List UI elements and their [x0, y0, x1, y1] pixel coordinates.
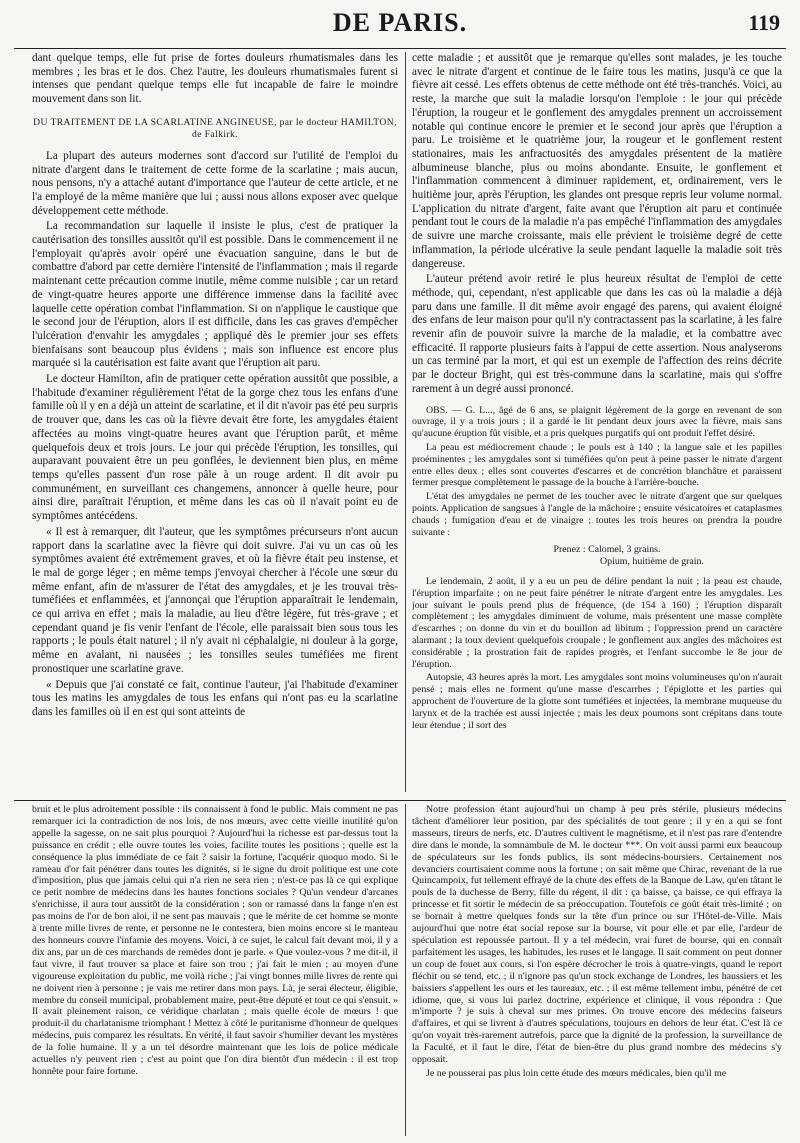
page-number: 119: [748, 10, 780, 35]
left-column: [32, 52, 398, 794]
body-paragraph: « Depuis que j'ai constaté ce fait, continue l'auteur, j'ai l'habitude d'examiner tous les matins les amygdales de tous les enfans qui n'ont pas eu la scarlatine dans les familles où il en est qui sont atteints de: [32, 678, 398, 718]
case-paragraph: OBS. — G. L..., âgé de 6 ans, se plaignit légèrement de la gorge en revenant de son ouvrage, il y a trois jours ; il a gardé le lit pendant deux jours avec la fièvre, mais sans qu'aucune éruption fût visible, et a pris quelques purgatifs qui ont produit l'effet désiré.: [412, 404, 782, 440]
body-paragraph: « Il est à remarquer, dit l'auteur, que les symptômes précurseurs n'ont aucun rapport dans la scarlatine avec la fièvre qui doit suivre. J'ai vu un cas où les symptômes avaient été extrêmement graves, et où la fièvre était peu instense, et le mal de gorge léger ; en même temps j'envoyai chercher à l'école une sœur du même enfant, afin de m'assurer de l'état des amygdales, et je les trouvai très-tuméfiées et enflammées, et j'annonçai que l'éruption apparaîtrait le lendemain, ce qui arriva en effet ; mais la maladie, au lieu d'être légère, fut très-grave ; et cependant quand je fis venir l'enfant de l'école, elle paraissait bien sous tous les rapports ; le pouls était naturel ; il n'y avait ni céphalalgie, ni douleur à la gorge, même en avalant, ni nausées ; les tonsilles seules tuméfiées me firent pronostiquer une scarlatine grave.: [32, 525, 398, 675]
feuilleton-paragraph: bruit et le plus adroitement possible : ils connaissent à fond le public. Mais comment ne pas remarquer ici la contradiction de nos lois, de nos mœurs, avec cette vieille inutilité qu'on appelle la sagesse, on ne sait plus pourquoi ? Aujourd'hui la richesse est par-dessus tout la puissance en crédit ; elle ouvre toutes les voies, facilite toutes les positions ; quelle est la conséquence la plus immédiate de ce fait ? saisir la fortune, l'acquérir quoquo modo. Si le rameau d'or fait pénétrer dans toutes les dignités, si le signe du droit politique est une cote d'imposition, plus que jamais celui qui n'a rien ne sera rien ; n'est-ce pas là ce qui explique ce petit nombre de médecins dans les hautes fonctions sociales ? Qu'un vendeur d'arcanes s'enrichisse, il aura tout aussitôt de la considération ; son or ramassé dans la fange n'en est pas moins de l'or de bon aloi, il ne sent pas mauvais ; que le mérite de cet homme se monte à trente mille livres de rente, et personne ne le contestera, bien moins encore si le manteau des honneurs couvre l'infamie des moyens. Voici, à ce sujet, le calcul fait devant moi, il y a dix ans, par un de ces marchands de remèdes dont je parle. « Que voulez-vous ? me dit-il, il faut vivre, il faut trouver sa place et faire son trou ; j'ai fait le mien ; au moyen d'une vigoureuse exploitation du public, me voilà riche ; j'ai vingt bonnes mille livres de rente qui ne doivent rien à personne ; je vais me retirer dans mon pays. Là, je serai électeur, éligible, membre du conseil municipal, probablement maire, peut-être député et tout ce qui s'ensuit. » Il avait pleinement raison, ce véridique charlatan ; mais quelle école de mœurs ! que produit-il du charlatanisme triomphant ! Mettez à côté le puritanisme d'honneur de quelques médecins, puis comparez les résultats. En vérité, il faut savoir s'humilier devant les mystères de la folie humaine. Il y a un tel désordre maintenant que les lois de police médicale actuelles n'y peuvent rien ; c'est au point que l'on dira bientôt d'un médecin : il est trop honnête pour faire fortune.: [32, 804, 398, 1077]
right-column: [412, 52, 782, 794]
prescription: [412, 544, 782, 568]
section-rule: [14, 800, 786, 801]
body-paragraph: La recommandation sur laquelle il insiste le plus, c'est de pratiquer la cautérisation des tonsilles aussitôt qu'il est possible. Dans le commencement il ne l'employait qu'après avoir opéré une évacuation sanguine, dans le but de combattre d'abord par cette dernière l'intensité de l'inflammation ; mais il regarde maintenant cette précaution comme inutile, même comme nuisible ; car un retard de vingt-quatre heures apporte une différence immense dans la facilité avec laquelle cette opération combat l'inflammation. Si on n'applique le caustique que le second jour de l'éruption, alors il est difficile, dans les cas graves d'empêcher l'ulcération d'envahir les amygdales ; appliqué dès le premier jour ses effets bienfaisans sont beaucoup plus évidens ; mais son influence est encore plus marquée si la cautérisation est faite avant que l'éruption ait paru.: [32, 220, 398, 370]
article-heading: [32, 117, 398, 141]
prescription-line: Prenez : Calomel, 3 grains.: [553, 544, 661, 556]
page-header: [0, 0, 800, 48]
case-report: [412, 405, 782, 732]
lower-right-column: [412, 804, 782, 1138]
lower-column-divider: [405, 804, 406, 1136]
body-paragraph: La plupart des auteurs modernes sont d'accord sur l'utilité de l'emploi du nitrate d'argent dans le traitement de cette forme de la scarlatine ; mais aucun, nous pensons, n'y a attaché autant d'importance que l'auteur de cette article, et ne l'a employé de la même manière que lui ; aussi nous allons exposer avec quelque développement cette méthode.: [32, 149, 398, 217]
case-paragraph: Autopsie, 43 heures après la mort. Les amygdales sont moins volumineuses qu'on n'aurait pensé ; mais elles ne forment qu'une masse d'escarrhes ; l'épiglotte et les parties qui approchent de l'ouverture de la glotte sont tuméfiées et injectées, la membrane muqueuse du larynx et de la trachée est aussi injectée ; mais les deux poumons sont crépitans dans toute leur étendue ; il sort des: [412, 672, 782, 731]
feuilleton-paragraph: Je ne pousserai pas plus loin cette étude des mœurs médicales, bien qu'il me: [426, 1067, 727, 1079]
lower-left-column: [32, 804, 398, 1138]
article-heading-text: DU TRAITEMENT DE LA SCARLATINE ANGINEUSE, par le docteur HAMILTON, de Falkirk.: [33, 116, 397, 140]
running-title: DE PARIS.: [332, 8, 468, 37]
case-paragraph: Le lendemain, 2 août, il y a eu un peu de délire pendant la nuit ; la peau est chaude, l'éruption imparfaite ; on ne peut faire pénétrer le nitrate d'argent entre les amygdales. Les jour suivant le pouls prend plus de fréquence, (de 154 à 160) ; l'éruption disparaît complètement ; les amygdales diminuent de volume, mais présentent une masse complète d'escarrhes ; on donne du vin et du bouillon ad libitum ; l'oppression prend un caractère alarmant ; la toux devient quelquefois croupale ; le gonflement aux angles des mâchoires est considérable ; la prostration fait de rapides progrès, et l'enfant succombe le 8e jour de l'éruption.: [412, 575, 782, 670]
column-divider: [405, 52, 406, 792]
body-paragraph: cette maladie ; et aussitôt que je remarque qu'elles sont malades, je les touche avec le nitrate d'argent et continue de le faire tous les matins, jusqu'à ce que la fièvre ait cessé. Les effets obtenus de cette méthode ont été très-tranchés. Voici, au reste, la marche que suit la maladie lorsqu'on l'emploie : le jour qui précède l'éruption, la rougeur et le gonflement des amygdales prennent un accroissement notable qui continue encore le premier et le second jour après que l'éruption a paru. Le troisième et le quatrième jour, la rougeur et le gonflement restent stationaires, mais les anfractuosités des amygdales présentent de la matière albumineuse blanche, plus ou moins abondante. Ensuite, le gonflement et l'inflammation commencent à diminuer rapidement, et, ordinairement, vers le huitième jour, après l'éruption, les glandes ont presque repris leur volume normal. L'application du nitrate d'argent, faite avant que l'éruption ait paru et continuée pendant tout le cours de la maladie n'a pas empêché l'inflammation des amygdales de suivre une marche croissante, mais elle prévient le troisième degré de cette inflammation, la période ulcérative la seule pendant laquelle la maladie soit très dangereuse.: [412, 52, 782, 270]
lead-paragraph: dant quelque temps, elle fut prise de fortes douleurs rhumatismales dans les membres ; les bras et le dos. Chez l'autre, les douleurs rhumatismales furent si intenses que pendant quelque temps elle fut incapable de faire le moindre mouvement dans son lit.: [32, 52, 398, 106]
case-paragraph: L'état des amygdales ne permet de les toucher avec le nitrate d'argent que sur quelques points. Application de sangsues à l'angle de la mâchoire ; ensuite vésicatoires et cataplasmes chauds ; fumigation d'eau et de vinaigre ; toutes les trois heures on prendra la poudre suivante :: [412, 491, 782, 538]
prescription-line: Opium, huitième de grain.: [600, 556, 704, 568]
case-paragraph: La peau est médiocrement chaude ; le pouls est à 140 ; la langue sale et les papilles proéminentes ; les amygdales sont si tuméfiées qu'on peut à peine passer le nitrate d'argent entre elles deux ; elles sont couvertes d'escarres et de concrétion blanchâtre et paraissent fermer presque complètement le passage de la bouche à l'arrière-bouche.: [412, 441, 782, 489]
body-paragraph: L'auteur prétend avoir retiré le plus heureux résultat de l'emploi de cette méthode, qui, cependant, n'est applicable que dans les cas où la maladie a déjà paru dans une famille. Il dit même avoir engagé des parens, qui avaient éloigné des enfans de leur maison pour qu'il n'y contractassent pas la scarlatine, à les faire revenir afin de pouvoir suivre la marche de la maladie, et la combattre avec efficacité. Il rapporte plusieurs faits à l'appui de cette assertion. Nous analyserons un cas terminé par la mort, et qui est un exemple de l'affection des reins décrite par le docteur Bright, qui est très-commune dans la scarlatine, mais qui s'offre rarement à un degré aussi prononcé.: [412, 273, 782, 395]
body-paragraph: Le docteur Hamilton, afin de pratiquer cette opération aussitôt que possible, a l'habitude d'examiner régulièrement l'état de la gorge chez tous les enfans d'une famille où il y en a déjà un atteint de scarlatine, et il dit n'avoir pas été peu surpris de trouver que, dans les cas où la fièvre devait être forte, les amygdales étaient affectées au moins vingt-quatre heures avant que l'éruption parût, et même quelquefois deux et trois jours. Le jour qui précède l'éruption, les tonsilles, qui auparavant pouvaient être un peu gonflées, le deviennent bien plus, en même temps qu'elles passent d'un rose pâle à un rouge ardent. Il dit avoir pu communément, en surveillant ces changemens, annoncer à quelle heure, pour ainsi dire, paraîtrait l'éruption, et même dans les cas où il n'avait point eu de symptômes antécédens.: [32, 373, 398, 523]
feuilleton-paragraph: Notre profession étant aujourd'hui un champ à peu près stérile, plusieurs médecins tâchent d'améliorer leur position, par des spécialités de tout genre ; il y en a qui se font masseurs, tireurs de nerfs, etc. D'autres cultivent le magnétisme, et il n'est pas rare d'entendre dire dans le monde, la somnambule de M. le docteur ***. On voit aussi parmi eux beaucoup de spéculateurs sur les fonds publics, ils sont médecins-boursiers. Certainement nos devanciers courtisaient comme nous la fortune ; on sait même que Chirac, revenant de la rue Quincampoix, fut tellement effrayé de la chute des effets de la Banque de Law, qu'en tâtant le pouls de la duchesse de Berry, fille du régent, il dit : ça baisse, ça baisse, ce qui effraya la princesse et fit sortir le médecin de sa préoccupation. Toutefois ce goût était très-limité ; on se bornait à mettre quelques fonds sur la tête d'un prince ou sur l'Hôtel-de-Ville. Mais aujourd'hui que notre état social repose sur la bourse, vit pour elle et par elle, l'ardeur de spéculation est repoussée partout. Il y a tel médecin, vrai furet de bourse, qui en connaît parfaitement les usages, les habitudes, les ruses et le langage. Il sait comment on peut donner un coup de fouet aux cours, si l'on espère décrocher le trois à quatre-vingts, quand le report fléchit ou se tend, etc. ; il n'ignore pas qu'un stock exchange de Londres, les haussiers et les baissiers s'appellent les ours et les taureaux, etc. ; il est même tellement imbu, pénétré de cet idiome, que, si vous lui parlez doctrine, expérience et clinique, il vous répondra : Que m'importe ? je suis à cheval sur mes primes. On trouve encore des médecins faiseurs d'affaires, et qui se livrent à d'autres spéculations, toujours en dehors de leur état. C'est là ce qu'on voyait très-rarement autrefois, parce que la dignité de la profession, la surveillance de la Faculté, et il faut le dire, l'état de bien-être du plus grand nombre des médecins s'y opposait.: [412, 804, 782, 1066]
header-rule: [14, 48, 786, 49]
